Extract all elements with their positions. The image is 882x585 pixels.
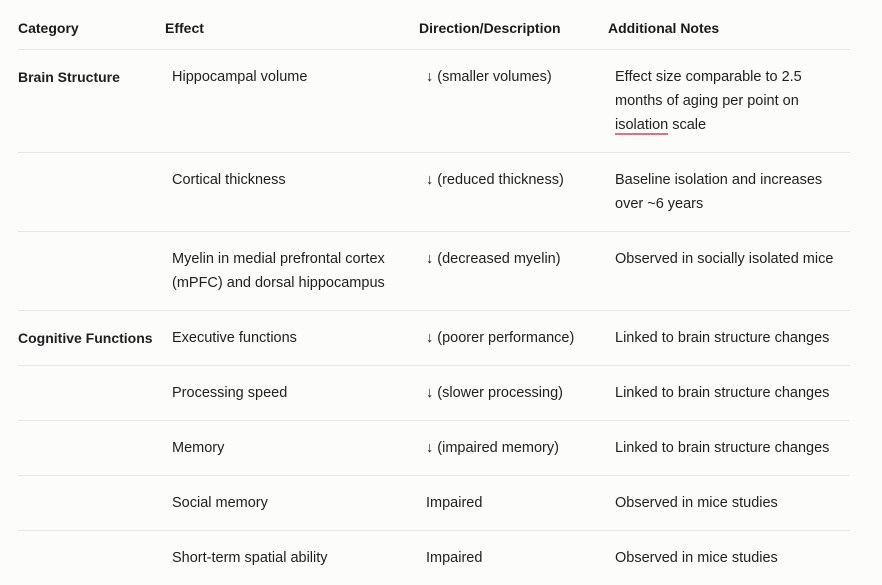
direction-cell: ↓ (smaller volumes) (426, 69, 552, 85)
effects-table (18, 0, 850, 585)
table-header-row (18, 0, 850, 50)
effect-cell: Myelin in medial prefrontal cortex (mPFC) and dorsal hippocampus (172, 251, 385, 291)
direction-cell: ↓ (poorer performance) (426, 330, 575, 346)
notes-text: Effect size comparable to 2.5 months of aging per point on (615, 69, 802, 109)
notes-cell: Observed in socially isolated mice (615, 251, 834, 267)
direction-cell: ↓ (reduced thickness) (426, 172, 564, 188)
direction-cell: Impaired (426, 550, 483, 566)
notes-cell: Baseline isolation and increases over ~6 years (615, 172, 823, 212)
header-direction: Direction/Description (419, 20, 561, 36)
effect-cell: Cortical thickness (172, 172, 286, 188)
table-row (18, 232, 850, 311)
effect-cell: Social memory (172, 495, 268, 511)
notes-cell: Observed in mice studies (615, 550, 778, 566)
table-row (18, 50, 850, 153)
notes-text: scale (668, 117, 707, 133)
effect-cell: Executive functions (172, 330, 297, 346)
effect-cell: Memory (172, 440, 225, 456)
table-row (18, 366, 850, 421)
direction-cell: ↓ (impaired memory) (426, 440, 559, 456)
direction-cell: ↓ (decreased myelin) (426, 251, 561, 267)
notes-cell (615, 65, 850, 137)
table-row (18, 421, 850, 476)
table-row (18, 153, 850, 232)
effect-cell: Hippocampal volume (172, 69, 308, 85)
effect-cell: Processing speed (172, 385, 288, 401)
table-row (18, 476, 850, 531)
header-category: Category (18, 20, 79, 36)
table-row (18, 531, 850, 585)
notes-cell: Linked to brain structure changes (615, 330, 830, 346)
spellcheck-flagged-word[interactable]: isolation (615, 117, 669, 133)
category-cell: Cognitive Functions (18, 330, 153, 346)
notes-cell: Linked to brain structure changes (615, 385, 830, 401)
header-effect: Effect (165, 20, 204, 36)
table-row (18, 311, 850, 366)
header-notes: Additional Notes (608, 20, 720, 36)
category-cell: Brain Structure (18, 69, 120, 85)
direction-cell: ↓ (slower processing) (426, 385, 563, 401)
direction-cell: Impaired (426, 495, 483, 511)
notes-cell: Observed in mice studies (615, 495, 778, 511)
effect-cell: Short-term spatial ability (172, 550, 328, 566)
notes-cell: Linked to brain structure changes (615, 440, 830, 456)
